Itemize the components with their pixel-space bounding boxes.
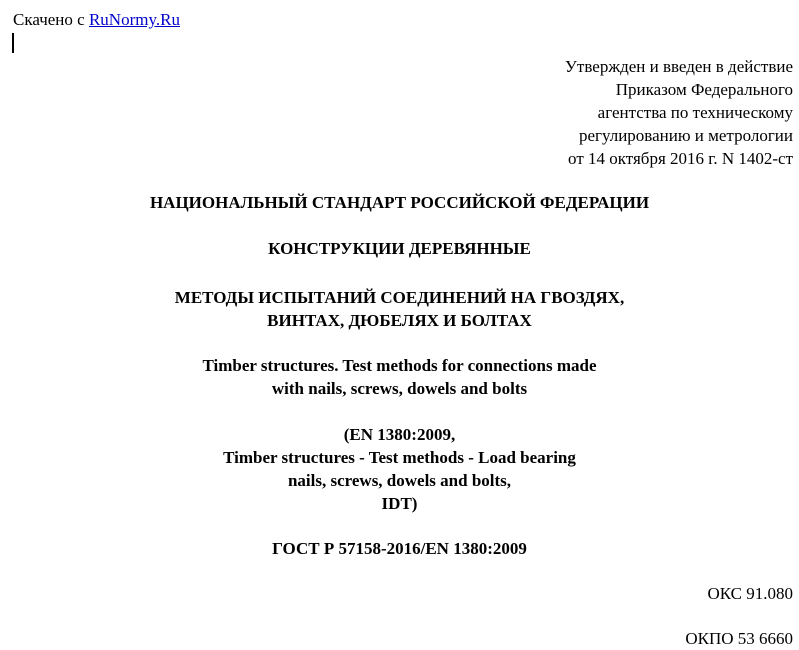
source-link[interactable]: RuNormy.Ru: [88, 10, 180, 29]
okpo-code: ОКПО 53 6660: [685, 629, 793, 648]
methods-title-line: МЕТОДЫ ИСПЫТАНИЙ СОЕДИНЕНИЙ НА ГВОЗДЯХ,: [174, 288, 625, 307]
approval-line: от 14 октября 2016 г. N 1402-ст: [568, 149, 793, 168]
text-cursor: [12, 33, 14, 53]
approval-block: [565, 55, 793, 170]
approval-line: регулированию и метрологии: [578, 126, 793, 145]
source-line: [13, 9, 180, 30]
en-reference-line: Timber structures - Test methods - Load bearing: [223, 448, 576, 467]
english-title-line: Timber structures. Test methods for connections made: [202, 356, 597, 375]
english-title-line: with nails, screws, dowels and bolts: [271, 379, 528, 398]
en-reference-line: (EN 1380:2009,: [343, 425, 456, 444]
oks-code: ОКС 91.080: [707, 584, 793, 603]
approval-line: Приказом Федерального: [615, 80, 793, 99]
source-prefix: Скачено с: [13, 10, 89, 29]
constructions-title: КОНСТРУКЦИИ ДЕРЕВЯННЫЕ: [268, 239, 531, 258]
methods-title: [0, 286, 799, 332]
en-reference-line: nails, screws, dowels and bolts,: [287, 471, 512, 490]
approval-line: Утвержден и введен в действие: [564, 57, 793, 76]
en-reference-line: IDT): [381, 494, 418, 513]
national-standard-title: НАЦИОНАЛЬНЫЙ СТАНДАРТ РОССИЙСКОЙ ФЕДЕРАЦИИ: [149, 193, 650, 212]
gost-designation: ГОСТ Р 57158-2016/EN 1380:2009: [272, 539, 527, 558]
english-title: [0, 354, 799, 400]
approval-line: агентства по техническому: [597, 103, 793, 122]
en-reference: [0, 423, 799, 515]
methods-title-line: ВИНТАХ, ДЮБЕЛЯХ И БОЛТАХ: [267, 311, 532, 330]
